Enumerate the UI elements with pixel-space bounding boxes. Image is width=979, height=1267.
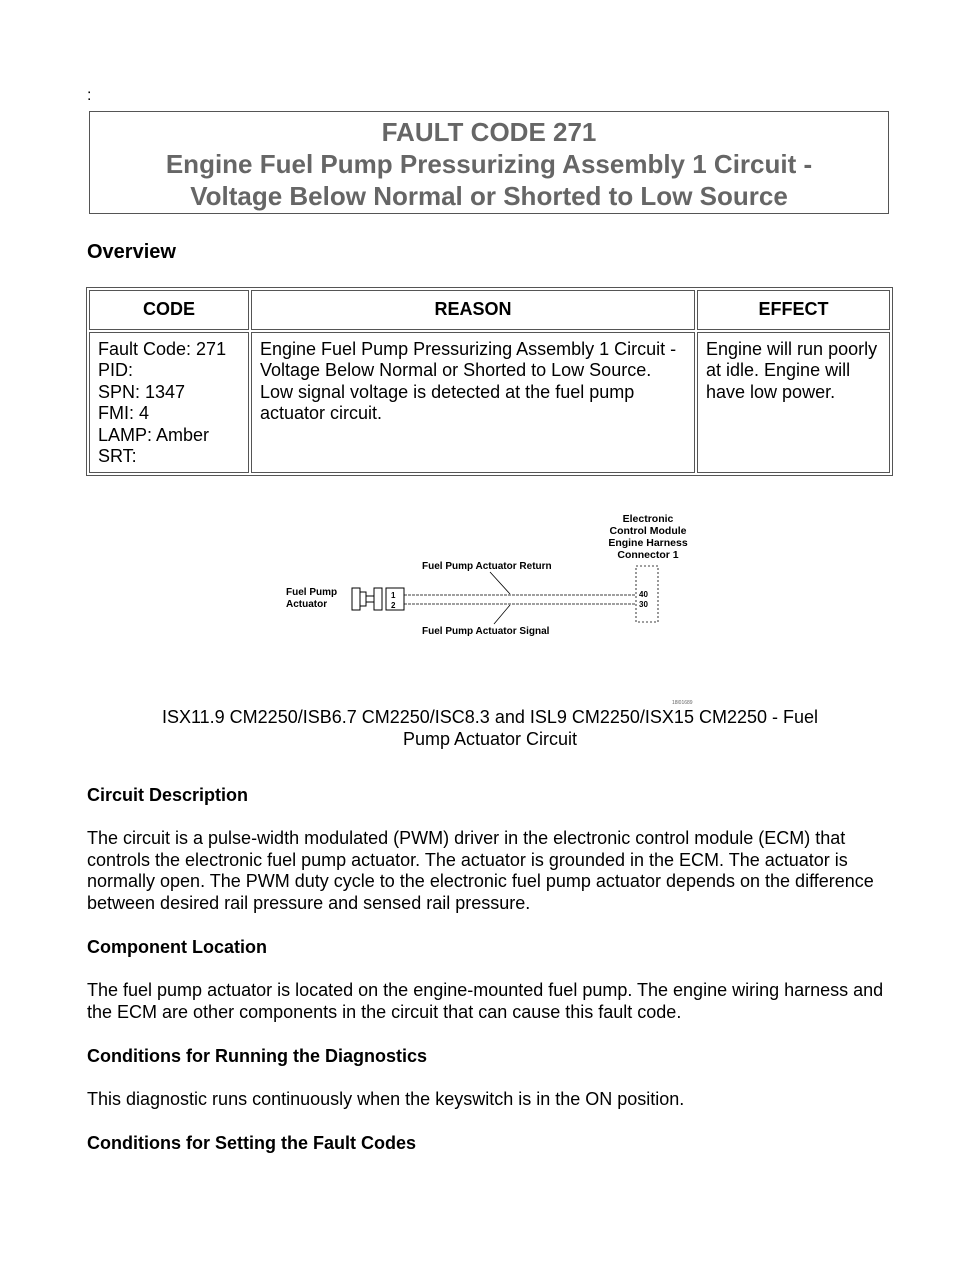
effect-cell: Engine will run poorly at idle. Engine will have low power. (697, 332, 890, 473)
signal-leader (494, 605, 510, 624)
circuit-description-heading: Circuit Description (87, 785, 249, 805)
table-header-row (89, 290, 890, 330)
overview-table (86, 287, 893, 476)
pin-1: 1 (391, 591, 396, 600)
setting-fault-codes-heading: Conditions for Setting the Fault Codes (87, 1133, 416, 1153)
signal-label: Fuel Pump Actuator Signal (422, 626, 550, 637)
ecm-pin-40: 40 (639, 590, 648, 599)
circuit-diagram (280, 508, 700, 706)
ecm-pin-30: 30 (639, 600, 648, 609)
fault-title-box (89, 111, 889, 214)
fault-title-line3: Voltage Below Normal or Shorted to Low Source (190, 181, 788, 211)
ecm-label-2: Control Module (609, 525, 687, 537)
table-row (89, 332, 890, 473)
header-reason: REASON (251, 290, 695, 330)
caption-line-2: Pump Actuator Circuit (402, 728, 578, 749)
code-cell (89, 332, 249, 473)
header-code: CODE (89, 290, 249, 330)
fault-title-line2: Engine Fuel Pump Pressurizing Assembly 1 Circuit - (165, 149, 813, 179)
component-location-text: The fuel pump actuator is located on the engine-mounted fuel pump. The engine wiring harness and the ECM are other components in the circuit that can cause this fault code. (87, 980, 884, 1022)
return-label: Fuel Pump Actuator Return (422, 561, 552, 572)
return-leader (490, 572, 510, 594)
running-diagnostics-text: This diagnostic runs continuously when the keyswitch is in the ON position. (87, 1089, 685, 1109)
figure-id: 18l01689 (672, 700, 693, 706)
code-line: Fault Code: 271 (98, 338, 227, 359)
circuit-description-text: The circuit is a pulse-width modulated (PWM) driver in the electronic control module (ECM) that controls the electronic fuel pump actuator. The actuator is grounded in the ECM. The actuator is normally open. The PWM duty cycle to the electronic fuel pump actuator depends on the difference between desired rail pressure and sensed rail pressure. (87, 828, 874, 913)
pin-2: 2 (391, 601, 396, 610)
code-line: FMI: 4 (98, 403, 150, 423)
top-mark: : (87, 87, 92, 104)
running-diagnostics-heading: Conditions for Running the Diagnostics (87, 1046, 427, 1066)
ecm-label-4: Connector 1 (617, 549, 679, 561)
component-location-heading: Component Location (87, 937, 267, 957)
header-effect: EFFECT (697, 290, 890, 330)
code-line: SPN: 1347 (98, 381, 186, 402)
ecm-label-1: Electronic (622, 513, 674, 525)
diagram-caption (120, 707, 860, 750)
caption-line-1: ISX11.9 CM2250/ISB6.7 CM2250/ISC8.3 and ISL9 CM2250/ISX15 CM2250 - Fuel (161, 707, 819, 727)
ecm-label-3: Engine Harness (608, 537, 688, 549)
fault-code-title: FAULT CODE 271 (381, 117, 597, 147)
actuator-connector-icon (352, 588, 404, 610)
reason-cell: Engine Fuel Pump Pressurizing Assembly 1 Circuit - Voltage Below Normal or Shorted to Low Source. Low signal voltage is detected at the fuel pump actuator circuit. (251, 332, 695, 473)
code-line: LAMP: Amber (98, 424, 210, 445)
pump-label-1: Fuel Pump (286, 587, 338, 598)
code-line: SRT: (98, 446, 137, 466)
code-line: PID: (98, 360, 134, 380)
pump-label-2: Actuator (286, 599, 328, 610)
overview-heading: Overview (87, 241, 176, 263)
